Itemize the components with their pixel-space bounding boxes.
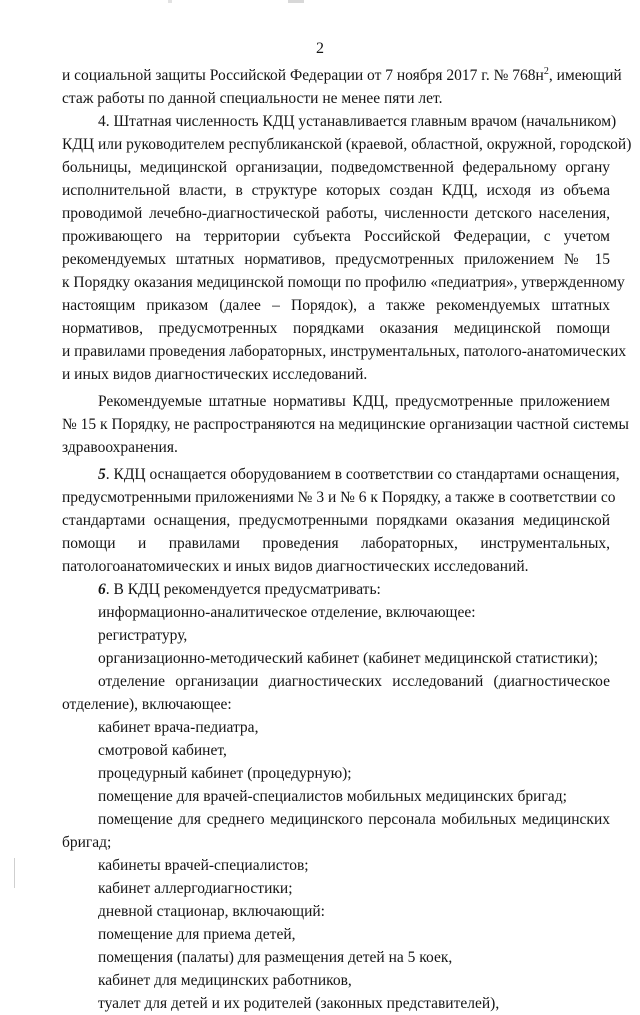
paragraph-5-line: предусмотренными приложениями № 3 и № 6 к Порядку, а также в соответствии со: [62, 489, 616, 506]
list-item: отделение организации диагностических исследований (диагностическое: [98, 673, 610, 690]
list-item: кабинет аллергодиагностики;: [98, 880, 293, 897]
paragraph-4-line: больницы, медицинской организации, подведомственной федеральному органу: [62, 159, 610, 176]
paragraph-4b-line: здравоохранения.: [62, 439, 178, 456]
page-number: 2: [316, 40, 324, 57]
document-body: [62, 64, 632, 1015]
list-item: помещение для среднего медицинского персонала мобильных медицинских: [98, 811, 610, 828]
list-item: помещение для приема детей,: [98, 926, 296, 943]
paragraph-4-line: исполнительной власти, в структуре которых создан КДЦ, исходя из объема: [62, 182, 610, 199]
paragraph-5-line: стандартами оснащения, предусмотренными порядками оказания медицинской: [62, 512, 610, 529]
list-item: процедурный кабинет (процедурную);: [98, 765, 352, 782]
footnote-marker: 2: [543, 65, 549, 77]
paragraph-5-line: 5. КДЦ оснащается оборудованием в соответствии со стандартами оснащения,: [98, 466, 620, 483]
list-item: смотровой кабинет,: [98, 742, 227, 759]
list-item: отделение), включающее:: [62, 696, 232, 713]
scan-artifact-left: [168, 0, 172, 3]
paragraph-5-line: патологоанатомических и иных видов диагностических исследований.: [62, 558, 529, 575]
paragraph-4-line: проводимой лечебно-диагностической работы, численности детского населения,: [62, 205, 610, 222]
list-item: кабинет врача-педиатра,: [98, 719, 259, 736]
list-item: дневной стационар, включающий:: [98, 903, 325, 920]
list-item: помещение для врачей-специалистов мобильных медицинских бригад;: [98, 788, 567, 805]
list-item: кабинет для медицинских работников,: [98, 972, 352, 989]
list-item: туалет для детей и их родителей (законных представителей),: [98, 995, 500, 1012]
paragraph-6-number: 6: [98, 581, 106, 598]
scan-artifact-corner: [0, 858, 15, 888]
paragraph-4-line: КДЦ или руководителем республиканской (краевой, областной, окружной, городской): [62, 136, 632, 153]
list-item: бригад;: [62, 834, 112, 851]
paragraph-5-number: 5: [98, 466, 106, 483]
paragraph-4-line: и иных видов диагностических исследований.: [62, 366, 368, 383]
list-item: помещения (палаты) для размещения детей на 5 коек,: [98, 949, 453, 966]
paragraph-4-line: и правилами проведения лабораторных, инструментальных, патолого-анатомических: [62, 343, 627, 360]
paragraph-4b-line: № 15 к Порядку, не распространяются на медицинские организации частной системы: [62, 416, 629, 433]
list-item: организационно-методический кабинет (кабинет медицинской статистики);: [98, 650, 599, 667]
paragraph-4-line: настоящим приказом (далее – Порядок), а также рекомендуемых штатных: [62, 297, 610, 314]
paragraph-4b-line: Рекомендуемые штатные нормативы КДЦ, предусмотренные приложением: [98, 393, 610, 410]
scan-artifact-top: [288, 0, 304, 3]
paragraph-4-line: нормативов, предусмотренных порядками оказания медицинской помощи: [62, 320, 610, 337]
paragraph-4-line: 4. Штатная численность КДЦ устанавливается главным врачом (начальником): [98, 113, 617, 130]
paragraph-continuation-line: и социальной защиты Российской Федерации от 7 ноября 2017 г. № $768н^2$, имеющий: [62, 65, 622, 84]
paragraph-4-line: к Порядку оказания медицинской помощи по профилю «педиатрия», утвержденному: [62, 274, 625, 291]
paragraph-4-line: проживающего на территории субъекта Российской Федерации, с учетом: [62, 228, 610, 245]
paragraph-continuation-line: стаж работы по данной специальности не менее пяти лет.: [62, 90, 443, 107]
list-item: кабинеты врачей-специалистов;: [98, 857, 309, 874]
list-item: регистратуру,: [98, 627, 188, 644]
paragraph-6-line: 6. В КДЦ рекомендуется предусматривать:: [98, 581, 381, 598]
paragraph-5-line: помощи и правилами проведения лабораторных, инструментальных,: [62, 535, 610, 552]
paragraph-4-line: рекомендуемых штатных нормативов, предусмотренных приложением № 15: [62, 251, 610, 268]
list-item: информационно-аналитическое отделение, включающее:: [98, 604, 476, 621]
